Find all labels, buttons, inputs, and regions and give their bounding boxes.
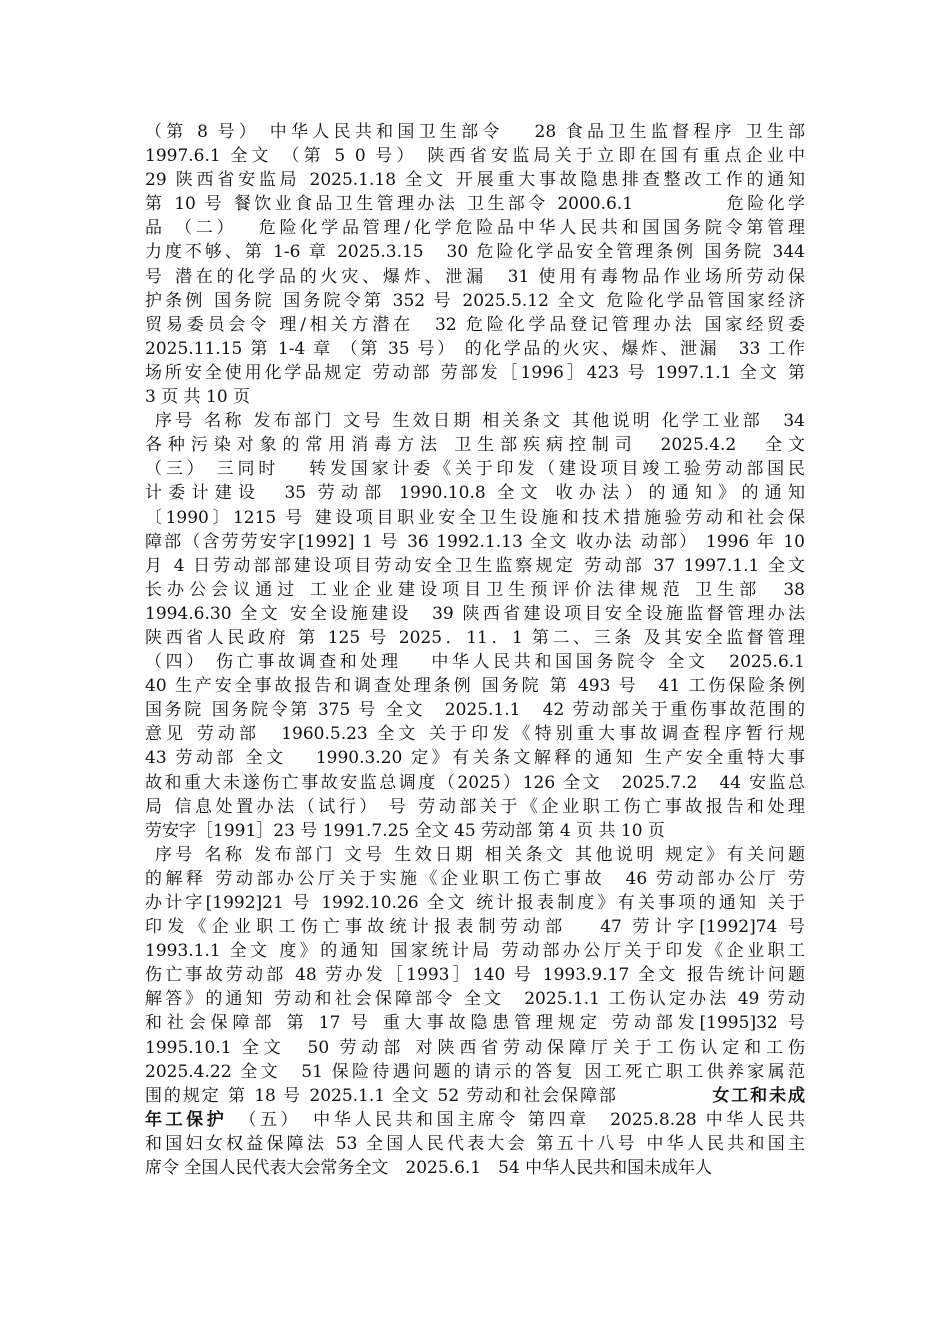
text-line xyxy=(145,530,805,554)
text-run: 办计字[1992]21 号 1992.10.26 全文 统计报表制度》有关事项的通知 关于 xyxy=(145,893,805,913)
text-run: （三） 三同时 转发国家计委《关于印发（建设项目竣工验劳动部国民 xyxy=(145,459,805,480)
paragraph xyxy=(145,843,805,1180)
text-line xyxy=(145,433,805,457)
text-line xyxy=(145,578,805,602)
text-run: 1995.10.1 全文 50 劳动部 对陕西省劳动保障厅关于工伤认定和工伤 xyxy=(145,1037,805,1058)
text-line xyxy=(145,746,805,770)
text-line xyxy=(145,698,805,722)
text-line xyxy=(145,1060,805,1084)
text-line xyxy=(145,192,805,216)
text-run: 印发《企业职工伤亡事故统计报表制劳动部 47 劳计字[1992]74 号 xyxy=(145,917,805,938)
text-run: 各种污染对象的常用消毒方法 卫生部疾病控制司 2025.4.2 全文 xyxy=(145,435,805,456)
text-line xyxy=(145,385,805,409)
text-run: 的解释 劳动部办公厅关于实施《企业职工伤亡事故 46 劳动部办公厅 劳 xyxy=(145,868,805,889)
text-line xyxy=(145,915,805,939)
text-line xyxy=(145,506,805,530)
text-line xyxy=(145,168,805,192)
text-run: 故和重大未遂伤亡事故安监总调度（2025）126 全文 2025.7.2 44 安监总 xyxy=(145,772,805,793)
text-run: 护条例 国务院 国务院令第 352 号 2025.5.12 全文 危险化学品管国家经济 xyxy=(145,290,805,311)
text-line xyxy=(145,1036,805,1060)
text-line xyxy=(145,1084,805,1108)
text-run: 伤亡事故劳动部 48 劳办发［1993］140 号 1993.9.17 全文 报告统计问题 xyxy=(145,965,805,986)
text-line xyxy=(145,771,805,795)
text-line xyxy=(145,337,805,361)
text-run: 和国妇女权益保障法 53 全国人民代表大会 第五十八号 中华人民共和国主 xyxy=(145,1133,805,1154)
text-run: 国务院 国务院令第 375 号 全文 2025.1.1 42 劳动部关于重伤事故范围的 xyxy=(145,700,805,721)
text-run: 席令 全国人民代表大会常务全文 2025.6.1 54 中华人民共和国未成年人 xyxy=(145,1158,713,1179)
text-run: 号 潜在的化学品的火灾、爆炸、泄漏 31 使用有毒物品作业场所劳动保 xyxy=(145,266,805,287)
text-line xyxy=(145,1011,805,1035)
text-run: 障部（含劳劳安字[1992] 1 号 36 1992.1.13 全文 收办法 动部） 1996 年 10 xyxy=(145,531,805,552)
text-run: 43 劳动部 全文 1990.3.20 定》有关条文解释的通知 生产安全重特大事 xyxy=(145,748,805,769)
text-line xyxy=(145,120,805,144)
text-line xyxy=(145,987,805,1011)
text-line xyxy=(145,481,805,505)
text-run: 劳安字［1991］23 号 1991.7.25 全文 45 劳动部 第 4 页 共 10 页 xyxy=(145,820,665,841)
text-run: 力度不够、第 1-6 章 2025.3.15 30 危险化学品安全管理条例 国务院 344 xyxy=(145,242,805,263)
text-run: （第 8 号） 中华人民共和国卫生部令 28 食品卫生监督程序 卫生部 xyxy=(145,122,805,142)
text-run: 1994.6.30 全文 安全设施建设 39 陕西省建设项目安全设施监督管理办法 xyxy=(145,603,805,624)
paragraph xyxy=(145,120,805,409)
text-run: 意见 劳动部 1960.5.23 全文 关于印发《特别重大事故调查程序暂行规 xyxy=(145,724,805,745)
text-run: 品 （二） 危险化学品管理/化学危险品中华人民共和国国务院令第管理 xyxy=(145,218,805,239)
text-run: 解答》的通知 劳动和社会保障部令 全文 2025.1.1 工伤认定办法 49 劳动 xyxy=(145,989,805,1010)
text-line xyxy=(145,289,805,313)
text-line xyxy=(145,650,805,674)
text-line xyxy=(145,1108,805,1132)
text-run: 1997.6.1 全文 （第 5 0 号） 陕西省安监局关于立即在国有重点企业中 xyxy=(145,146,805,167)
text-run: 第 10 号 餐饮业食品卫生管理办法 卫生部令 2000.6.1 危险化学 xyxy=(145,194,805,215)
text-line xyxy=(145,457,805,481)
text-run: 40 生产安全事故报告和调查处理条例 国务院 第 493 号 41 工伤保险条例 xyxy=(145,676,805,697)
text-run: （五） 中华人民共和国主席令 第四章 2025.8.28 中华人民共 xyxy=(227,1109,805,1130)
text-line xyxy=(145,216,805,240)
text-run: 长办公会议通过 工业企业建设项目卫生预评价法律规范 卫生部 38 xyxy=(145,579,805,600)
text-run: 29 陕西省安监局 2025.1.18 全文 开展重大事故隐患排查整改工作的通知 xyxy=(145,170,805,191)
text-line xyxy=(145,265,805,289)
text-line xyxy=(145,626,805,650)
text-line xyxy=(145,963,805,987)
section-heading-fragment: 女工和未成 xyxy=(712,1085,805,1106)
text-line xyxy=(145,602,805,626)
text-run: 月 4 日劳动部部建设项目劳动安全卫生监察规定 劳动部 37 1997.1.1 全文 xyxy=(145,555,805,576)
text-line xyxy=(145,409,805,433)
text-run: 序号 名称 发布部门 文号 生效日期 相关条文 其他说明 规定》有关问题 xyxy=(155,844,805,865)
section-heading-fragment: 年工保护 xyxy=(145,1109,228,1130)
text-line xyxy=(145,939,805,963)
text-run: 2025.11.15 第 1-4 章 （第 35 号） 的化学品的火灾、爆炸、泄漏 33 工作 xyxy=(145,338,805,359)
text-line xyxy=(145,144,805,168)
paragraph xyxy=(145,409,805,843)
text-line xyxy=(145,554,805,578)
text-line xyxy=(145,674,805,698)
text-line xyxy=(145,867,805,891)
text-line xyxy=(145,240,805,264)
text-run: 序号 名称 发布部门 文号 生效日期 相关条文 其他说明 化学工业部 34 xyxy=(155,411,805,432)
text-run: 〔1990〕1215 号 建设项目职业安全卫生设施和技术措施验劳动和社会保 xyxy=(145,507,805,528)
text-line xyxy=(145,361,805,385)
text-run: 3 页 共 10 页 xyxy=(145,387,251,408)
document-body xyxy=(145,120,805,1180)
text-line xyxy=(145,843,805,867)
text-run: 围的规定 第 18 号 2025.1.1 全文 52 劳动和社会保障部 xyxy=(145,1085,713,1106)
text-line xyxy=(145,313,805,337)
text-run: 贸易委员会令 理/相关方潜在 32 危险化学品登记管理办法 国家经贸委 xyxy=(145,314,805,335)
text-line xyxy=(145,722,805,746)
text-run: 局 信息处置办法（试行） 号 劳动部关于《企业职工伤亡事故报告和处理 xyxy=(145,796,805,817)
text-run: 场所安全使用化学品规定 劳动部 劳部发［1996］423 号 1997.1.1 全文 第 xyxy=(145,362,805,383)
text-run: 和社会保障部 第 17 号 重大事故隐患管理规定 劳动部发[1995]32 号 xyxy=(145,1013,805,1034)
text-run: （四） 伤亡事故调查和处理 中华人民共和国国务院令 全文 2025.6.1 xyxy=(145,652,805,673)
text-line xyxy=(145,1156,805,1180)
text-line xyxy=(145,891,805,915)
text-run: 陕西省人民政府 第 125 号 2025．11．1 第二、三条 及其安全监督管理 xyxy=(145,627,805,648)
text-run: 2025.4.22 全文 51 保险待遇问题的请示的答复 因工死亡职工供养家属范 xyxy=(145,1061,805,1082)
text-run: 1993.1.1 全文 度》的通知 国家统计局 劳动部办公厅关于印发《企业职工 xyxy=(145,941,805,962)
text-run: 计委计建设 35 劳动部 1990.10.8 全文 收办法）的通知》的通知 xyxy=(145,483,805,504)
text-line xyxy=(145,795,805,819)
text-line xyxy=(145,819,805,843)
text-line xyxy=(145,1132,805,1156)
